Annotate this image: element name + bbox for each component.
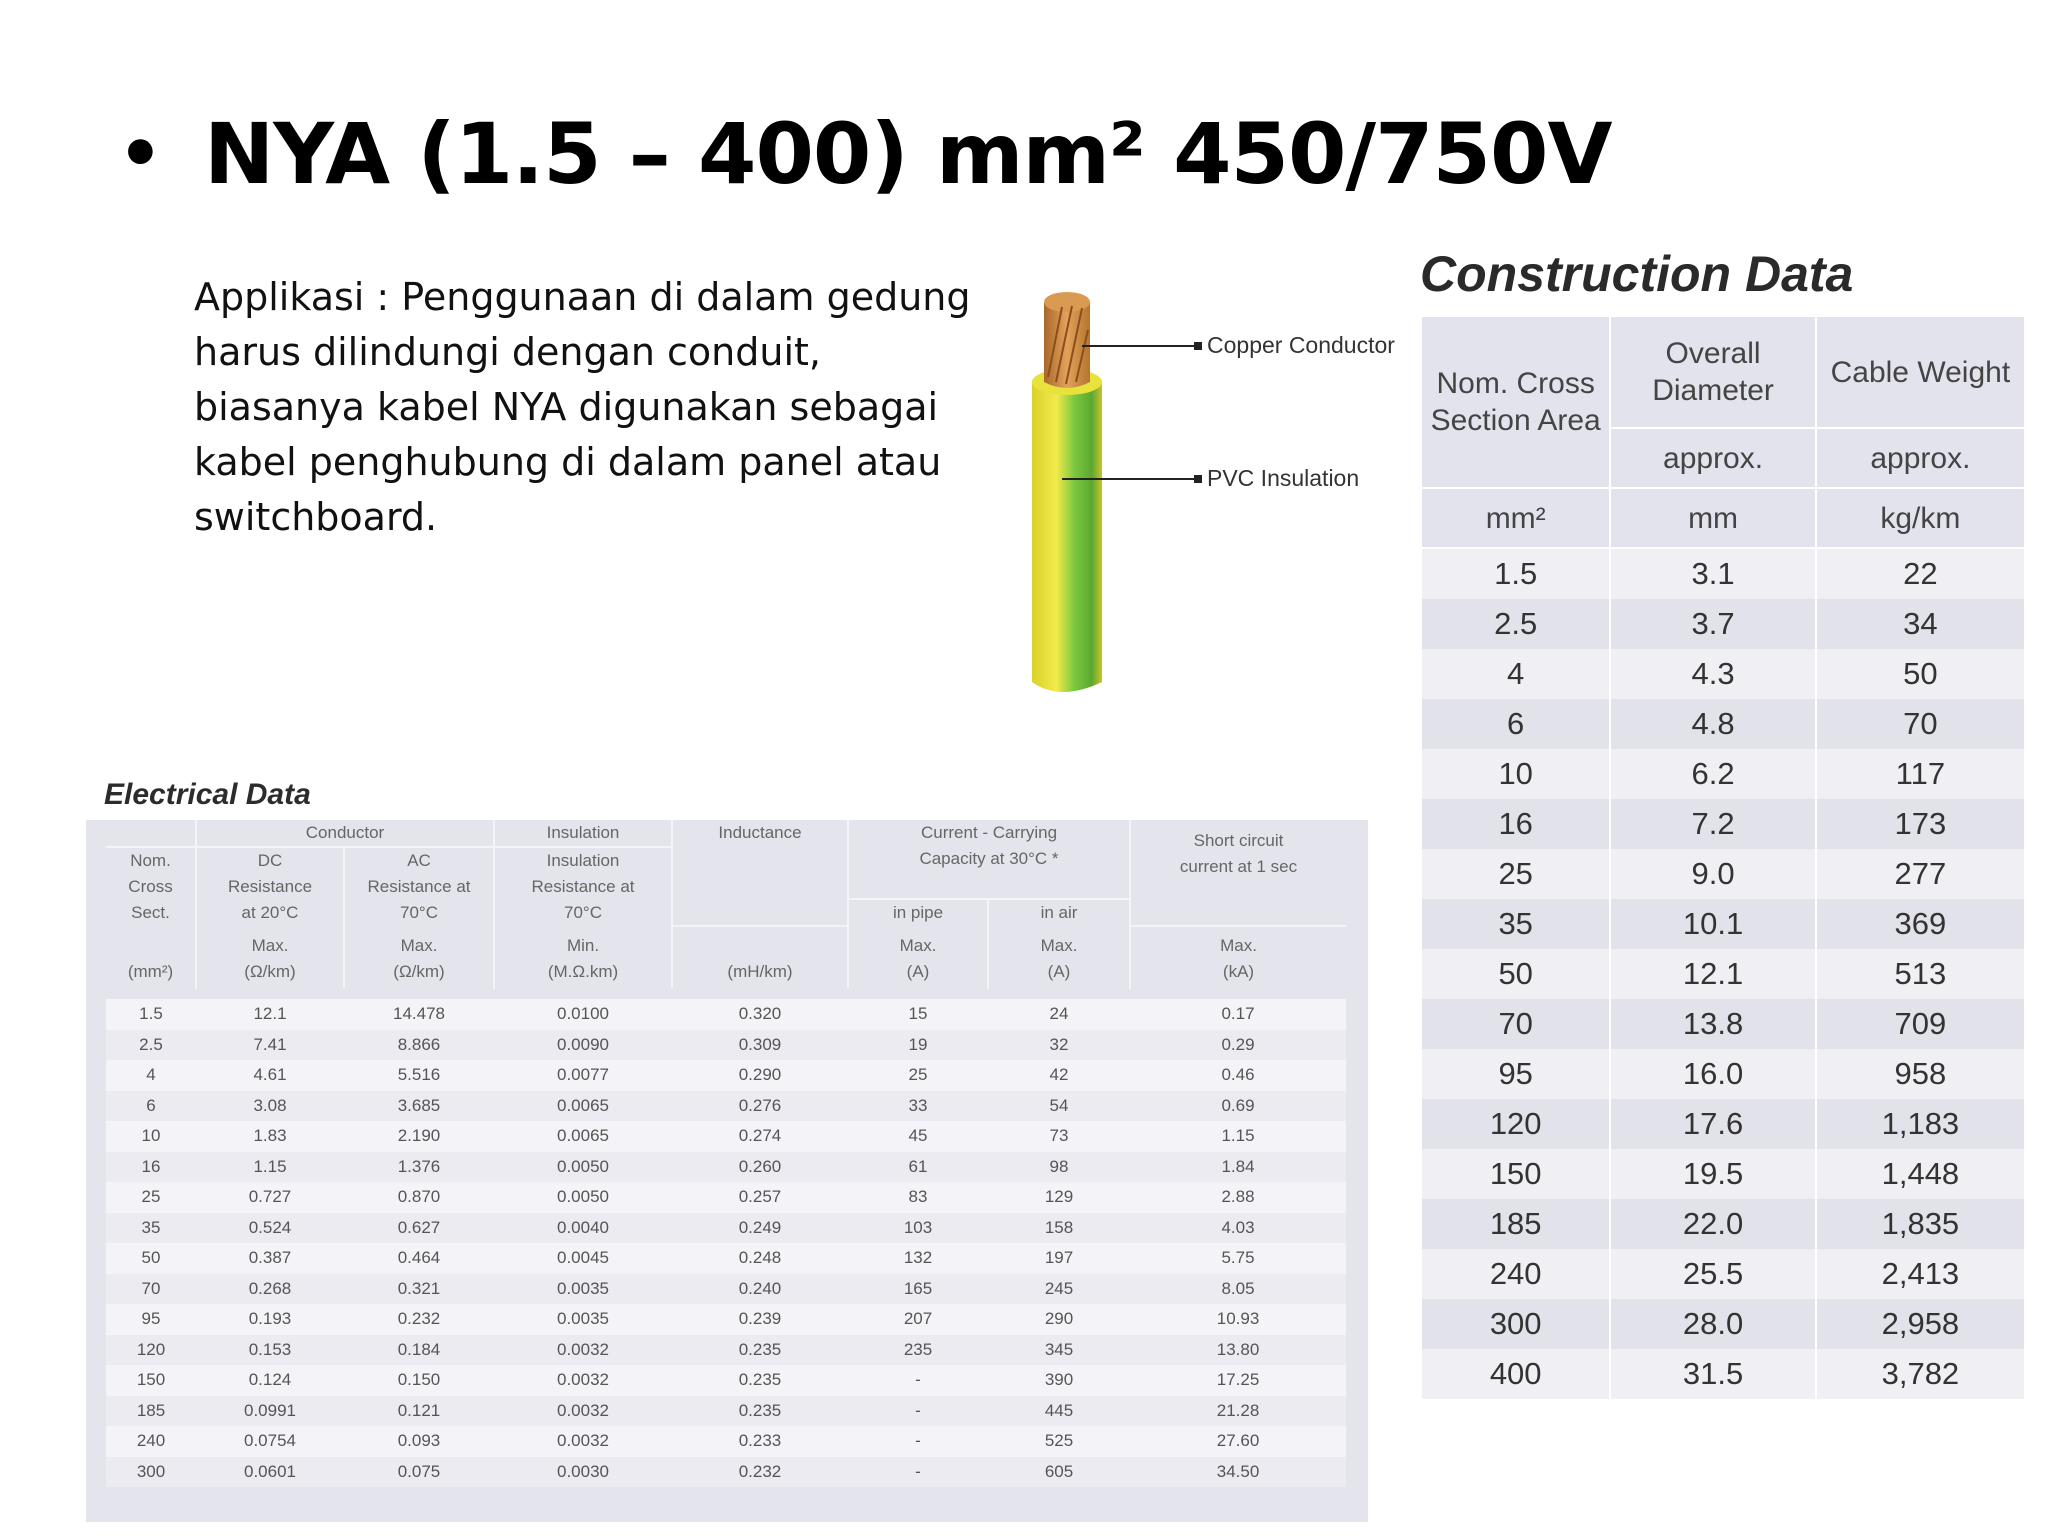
electrical-cell: 0.0050 xyxy=(494,1182,672,1213)
electrical-cell: 0.093 xyxy=(344,1426,494,1457)
electrical-cell: 0.387 xyxy=(196,1243,344,1274)
electrical-cell: 0.0032 xyxy=(494,1365,672,1396)
electrical-cell: 12.1 xyxy=(196,994,344,1030)
unit-ins: (M.Ω.km) xyxy=(547,962,619,981)
electrical-cell: 4 xyxy=(106,1060,196,1091)
electrical-cell: 70 xyxy=(106,1274,196,1305)
construction-cell: 16 xyxy=(1421,799,1610,849)
pvc-insulation-label: PVC Insulation xyxy=(1207,465,1360,491)
limit-pipe xyxy=(848,926,988,994)
electrical-cell: 0.276 xyxy=(672,1091,848,1122)
construction-cell: 16.0 xyxy=(1610,1049,1815,1099)
electrical-cell: 0.260 xyxy=(672,1152,848,1183)
electrical-cell: 0.69 xyxy=(1130,1091,1346,1122)
electrical-cell: 2.5 xyxy=(106,1030,196,1061)
electrical-cell: 27.60 xyxy=(1130,1426,1346,1457)
construction-cell: 22 xyxy=(1816,548,2025,599)
electrical-cell: 1.15 xyxy=(196,1152,344,1183)
table-row xyxy=(106,1274,1346,1305)
construction-cell: 6.2 xyxy=(1610,749,1815,799)
electrical-cell: 0.0065 xyxy=(494,1091,672,1122)
limit-air xyxy=(988,926,1130,994)
electrical-cell: 0.17 xyxy=(1130,994,1346,1030)
construction-cell: 31.5 xyxy=(1610,1349,1815,1399)
construction-data-title: Construction Data xyxy=(1420,246,1854,302)
electrical-cell: 0.249 xyxy=(672,1213,848,1244)
electrical-cell: 0.0100 xyxy=(494,994,672,1030)
copper-conductor-label: Copper Conductor xyxy=(1207,332,1395,358)
electrical-cell: 0.0032 xyxy=(494,1396,672,1427)
table-row xyxy=(106,1152,1346,1183)
pvc-insulation-shape xyxy=(1032,369,1102,692)
construction-cell: 1,448 xyxy=(1816,1149,2025,1199)
construction-cell: 300 xyxy=(1421,1299,1610,1349)
electrical-cell: 197 xyxy=(988,1243,1130,1274)
table-row xyxy=(1421,1149,2025,1199)
header-cable-weight: Cable Weight xyxy=(1816,316,2025,428)
electrical-cell: 8.866 xyxy=(344,1030,494,1061)
construction-cell: 240 xyxy=(1421,1249,1610,1299)
unit-air: (A) xyxy=(1047,962,1071,981)
limit-short xyxy=(1130,926,1346,994)
electrical-cell: 0.0032 xyxy=(494,1426,672,1457)
electrical-cell: 0.184 xyxy=(344,1335,494,1366)
construction-cell: 70 xyxy=(1816,699,2025,749)
electrical-cell: 33 xyxy=(848,1091,988,1122)
table-row xyxy=(1421,749,2025,799)
construction-cell: 513 xyxy=(1816,949,2025,999)
group-current-capacity: Current - Carrying Capacity at 30°C * xyxy=(848,820,1130,899)
electrical-cell: 120 xyxy=(106,1335,196,1366)
electrical-cell: 1.376 xyxy=(344,1152,494,1183)
electrical-cell: 54 xyxy=(988,1091,1130,1122)
unit-dc: (Ω/km) xyxy=(244,962,296,981)
table-row xyxy=(106,1365,1346,1396)
electrical-cell: 0.193 xyxy=(196,1304,344,1335)
electrical-cell: - xyxy=(848,1426,988,1457)
group-insulation: Insulation xyxy=(494,820,672,847)
electrical-cell: 14.478 xyxy=(344,994,494,1030)
group-short-circuit: Short circuit current at 1 sec xyxy=(1130,820,1346,926)
electrical-cell: 0.239 xyxy=(672,1304,848,1335)
construction-cell: 2,958 xyxy=(1816,1299,2025,1349)
electrical-cell: 129 xyxy=(988,1182,1130,1213)
electrical-cell: 25 xyxy=(848,1060,988,1091)
electrical-cell: 300 xyxy=(106,1457,196,1488)
construction-cell: 12.1 xyxy=(1610,949,1815,999)
electrical-cell: 0.0991 xyxy=(196,1396,344,1427)
electrical-cell: 4.61 xyxy=(196,1060,344,1091)
construction-cell: 277 xyxy=(1816,849,2025,899)
construction-cell: 400 xyxy=(1421,1349,1610,1399)
table-row xyxy=(106,1335,1346,1366)
construction-cell: 25.5 xyxy=(1610,1249,1815,1299)
electrical-data-rows xyxy=(106,994,1346,1487)
construction-cell: 3.7 xyxy=(1610,599,1815,649)
electrical-cell: 13.80 xyxy=(1130,1335,1346,1366)
construction-cell: 2.5 xyxy=(1421,599,1610,649)
electrical-cell: 605 xyxy=(988,1457,1130,1488)
electrical-cell: 0.0050 xyxy=(494,1152,672,1183)
group-inductance: Inductance xyxy=(672,820,848,926)
table-row xyxy=(1421,1099,2025,1149)
table-row xyxy=(106,994,1346,1030)
copper-pointer-line xyxy=(1082,342,1202,350)
table-row xyxy=(106,1213,1346,1244)
electrical-cell: 165 xyxy=(848,1274,988,1305)
construction-cell: 709 xyxy=(1816,999,2025,1049)
construction-cell: 22.0 xyxy=(1610,1199,1815,1249)
col-dc-resistance: DC Resistance at 20°C xyxy=(196,847,344,926)
construction-cell: 1,183 xyxy=(1816,1099,2025,1149)
electrical-data-table xyxy=(106,820,1346,1487)
electrical-cell: 83 xyxy=(848,1182,988,1213)
limit-ac-text: Max. xyxy=(400,936,438,955)
electrical-cell: 32 xyxy=(988,1030,1130,1061)
electrical-cell: 0.235 xyxy=(672,1396,848,1427)
construction-cell: 185 xyxy=(1421,1199,1610,1249)
construction-cell: 958 xyxy=(1816,1049,2025,1099)
electrical-cell: 0.150 xyxy=(344,1365,494,1396)
limit-ins-text: Min. xyxy=(566,936,600,955)
electrical-cell: 0.235 xyxy=(672,1365,848,1396)
table-row xyxy=(1421,849,2025,899)
table-row xyxy=(106,1060,1346,1091)
electrical-cell: 0.46 xyxy=(1130,1060,1346,1091)
construction-cell: 28.0 xyxy=(1610,1299,1815,1349)
limit-dc xyxy=(196,926,344,994)
electrical-cell: 4.03 xyxy=(1130,1213,1346,1244)
header-cross-section-area: Nom. Cross Section Area xyxy=(1421,316,1610,488)
electrical-cell: 245 xyxy=(988,1274,1130,1305)
table-row xyxy=(1421,599,2025,649)
limit-air-text: Max. xyxy=(1040,936,1078,955)
electrical-cell: 525 xyxy=(988,1426,1130,1457)
electrical-cell: 0.0035 xyxy=(494,1304,672,1335)
bullet-icon: • xyxy=(118,113,162,195)
construction-cell: 17.6 xyxy=(1610,1099,1815,1149)
electrical-cell: 1.84 xyxy=(1130,1152,1346,1183)
construction-data-rows xyxy=(1421,548,2025,1399)
electrical-cell: 5.75 xyxy=(1130,1243,1346,1274)
construction-cell: 13.8 xyxy=(1610,999,1815,1049)
table-row xyxy=(1421,1049,2025,1099)
electrical-cell: - xyxy=(848,1457,988,1488)
electrical-cell: 0.0045 xyxy=(494,1243,672,1274)
electrical-cell: 45 xyxy=(848,1121,988,1152)
electrical-cell: 207 xyxy=(848,1304,988,1335)
electrical-cell: 1.5 xyxy=(106,994,196,1030)
construction-cell: 1,835 xyxy=(1816,1199,2025,1249)
electrical-cell: 0.075 xyxy=(344,1457,494,1488)
construction-cell: 120 xyxy=(1421,1099,1610,1149)
electrical-cell: 98 xyxy=(988,1152,1130,1183)
slide-title xyxy=(118,104,1611,204)
construction-cell: 173 xyxy=(1816,799,2025,849)
electrical-cell: 10 xyxy=(106,1121,196,1152)
electrical-cell: 0.29 xyxy=(1130,1030,1346,1061)
header-weight-approx: approx. xyxy=(1816,428,2025,488)
construction-data-table xyxy=(1420,315,2026,1399)
table-row xyxy=(106,1182,1346,1213)
electrical-cell: 0.727 xyxy=(196,1182,344,1213)
electrical-cell: 390 xyxy=(988,1365,1130,1396)
group-conductor: Conductor xyxy=(196,820,494,847)
electrical-cell: 15 xyxy=(848,994,988,1030)
electrical-cell: 445 xyxy=(988,1396,1130,1427)
electrical-cell: 34.50 xyxy=(1130,1457,1346,1488)
electrical-cell: 0.464 xyxy=(344,1243,494,1274)
electrical-cell: 50 xyxy=(106,1243,196,1274)
table-row xyxy=(1421,649,2025,699)
electrical-cell: 6 xyxy=(106,1091,196,1122)
electrical-cell: 0.235 xyxy=(672,1335,848,1366)
electrical-cell: 3.685 xyxy=(344,1091,494,1122)
electrical-cell: 0.240 xyxy=(672,1274,848,1305)
table-row xyxy=(1421,899,2025,949)
limit-dc-text: Max. xyxy=(251,936,289,955)
electrical-cell: 10.93 xyxy=(1130,1304,1346,1335)
table-row xyxy=(1421,1199,2025,1249)
electrical-cell: 103 xyxy=(848,1213,988,1244)
electrical-cell: 0.0090 xyxy=(494,1030,672,1061)
limit-ins xyxy=(494,926,672,994)
electrical-cell: 150 xyxy=(106,1365,196,1396)
electrical-cell: 0.0035 xyxy=(494,1274,672,1305)
construction-cell: 7.2 xyxy=(1610,799,1815,849)
construction-cell: 10 xyxy=(1421,749,1610,799)
electrical-cell: 1.83 xyxy=(196,1121,344,1152)
unit-nom: (mm²) xyxy=(127,962,174,981)
electrical-cell: 0.0040 xyxy=(494,1213,672,1244)
electrical-cell: 3.08 xyxy=(196,1091,344,1122)
electrical-cell: 1.15 xyxy=(1130,1121,1346,1152)
electrical-cell: 0.320 xyxy=(672,994,848,1030)
construction-cell: 6 xyxy=(1421,699,1610,749)
construction-cell: 50 xyxy=(1421,949,1610,999)
construction-cell: 10.1 xyxy=(1610,899,1815,949)
table-row xyxy=(1421,1349,2025,1399)
electrical-cell: 19 xyxy=(848,1030,988,1061)
electrical-cell: 0.257 xyxy=(672,1182,848,1213)
electrical-cell: - xyxy=(848,1396,988,1427)
limit-short-text: Max. xyxy=(1220,936,1257,955)
electrical-cell: 0.0754 xyxy=(196,1426,344,1457)
header-diameter-approx: approx. xyxy=(1610,428,1815,488)
header-overall-diameter: Overall Diameter xyxy=(1610,316,1815,428)
construction-cell: 25 xyxy=(1421,849,1610,899)
table-row xyxy=(106,1457,1346,1488)
electrical-cell: 35 xyxy=(106,1213,196,1244)
electrical-cell: 0.233 xyxy=(672,1426,848,1457)
table-row xyxy=(1421,949,2025,999)
electrical-cell: 0.232 xyxy=(672,1457,848,1488)
electrical-cell: 0.290 xyxy=(672,1060,848,1091)
electrical-cell: 240 xyxy=(106,1426,196,1457)
table-row xyxy=(1421,699,2025,749)
electrical-cell: 158 xyxy=(988,1213,1130,1244)
electrical-cell: 0.309 xyxy=(672,1030,848,1061)
electrical-cell: 25 xyxy=(106,1182,196,1213)
electrical-cell: 0.0601 xyxy=(196,1457,344,1488)
slide-title-text: NYA (1.5 – 400) mm² 450/750V xyxy=(204,105,1612,203)
electrical-cell: 8.05 xyxy=(1130,1274,1346,1305)
electrical-cell: 0.274 xyxy=(672,1121,848,1152)
table-row xyxy=(1421,999,2025,1049)
electrical-cell: - xyxy=(848,1365,988,1396)
table-row xyxy=(106,1396,1346,1427)
construction-cell: 34 xyxy=(1816,599,2025,649)
electrical-cell: 0.153 xyxy=(196,1335,344,1366)
col-in-pipe: in pipe xyxy=(848,899,988,926)
table-row xyxy=(1421,1299,2025,1349)
construction-cell: 150 xyxy=(1421,1149,1610,1199)
electrical-cell: 0.124 xyxy=(196,1365,344,1396)
electrical-cell: 0.0065 xyxy=(494,1121,672,1152)
copper-conductor-shape xyxy=(1044,292,1090,388)
electrical-cell: 17.25 xyxy=(1130,1365,1346,1396)
electrical-cell: 0.0077 xyxy=(494,1060,672,1091)
table-row xyxy=(1421,799,2025,849)
electrical-cell: 0.321 xyxy=(344,1274,494,1305)
construction-cell: 3.1 xyxy=(1610,548,1815,599)
electrical-cell: 73 xyxy=(988,1121,1130,1152)
table-row xyxy=(106,1030,1346,1061)
electrical-cell: 21.28 xyxy=(1130,1396,1346,1427)
electrical-cell: 0.121 xyxy=(344,1396,494,1427)
construction-cell: 4.8 xyxy=(1610,699,1815,749)
electrical-data-panel xyxy=(86,820,1368,1522)
electrical-cell: 95 xyxy=(106,1304,196,1335)
table-row xyxy=(106,1121,1346,1152)
electrical-cell: 42 xyxy=(988,1060,1130,1091)
electrical-cell: 290 xyxy=(988,1304,1130,1335)
electrical-cell: 0.248 xyxy=(672,1243,848,1274)
limit-pipe-text: Max. xyxy=(899,936,937,955)
table-row xyxy=(106,1243,1346,1274)
electrical-cell: 132 xyxy=(848,1243,988,1274)
construction-cell: 369 xyxy=(1816,899,2025,949)
electrical-cell: 5.516 xyxy=(344,1060,494,1091)
table-row xyxy=(106,1304,1346,1335)
unit-weight: kg/km xyxy=(1816,488,2025,548)
col-insulation-resistance: Insulation Resistance at 70°C xyxy=(494,847,672,926)
unit-pipe: (A) xyxy=(906,962,930,981)
table-row xyxy=(106,1091,1346,1122)
electrical-cell: 0.0030 xyxy=(494,1457,672,1488)
construction-cell: 4 xyxy=(1421,649,1610,699)
limit-ac xyxy=(344,926,494,994)
unit-area: mm² xyxy=(1421,488,1610,548)
construction-cell: 9.0 xyxy=(1610,849,1815,899)
col-ac-resistance: AC Resistance at 70°C xyxy=(344,847,494,926)
col-nom-cross-sect: Nom. Cross Sect. xyxy=(128,851,173,922)
construction-cell: 19.5 xyxy=(1610,1149,1815,1199)
electrical-cell: 185 xyxy=(106,1396,196,1427)
construction-cell: 50 xyxy=(1816,649,2025,699)
table-row xyxy=(1421,548,2025,599)
table-row xyxy=(1421,1249,2025,1299)
construction-cell: 1.5 xyxy=(1421,548,1610,599)
electrical-cell: 24 xyxy=(988,994,1130,1030)
construction-cell: 4.3 xyxy=(1610,649,1815,699)
application-description: Applikasi : Penggunaan di dalam gedung harus dilindungi dengan conduit, biasanya kabel NYA digunakan sebagai kabel penghubung di dalam panel atau switchboard. xyxy=(194,275,971,539)
construction-cell: 3,782 xyxy=(1816,1349,2025,1399)
electrical-cell: 2.88 xyxy=(1130,1182,1346,1213)
construction-cell: 117 xyxy=(1816,749,2025,799)
unit-short: (kA) xyxy=(1222,962,1255,981)
electrical-cell: 0.524 xyxy=(196,1213,344,1244)
electrical-cell: 235 xyxy=(848,1335,988,1366)
electrical-data-title: Electrical Data xyxy=(104,778,311,811)
electrical-cell: 0.232 xyxy=(344,1304,494,1335)
electrical-cell: 345 xyxy=(988,1335,1130,1366)
construction-cell: 70 xyxy=(1421,999,1610,1049)
construction-cell: 95 xyxy=(1421,1049,1610,1099)
electrical-cell: 0.268 xyxy=(196,1274,344,1305)
electrical-cell: 16 xyxy=(106,1152,196,1183)
electrical-cell: 0.627 xyxy=(344,1213,494,1244)
unit-ac: (Ω/km) xyxy=(393,962,445,981)
electrical-cell: 2.190 xyxy=(344,1121,494,1152)
electrical-cell: 61 xyxy=(848,1152,988,1183)
construction-cell: 2,413 xyxy=(1816,1249,2025,1299)
unit-inductance: (mH/km) xyxy=(672,926,848,994)
electrical-cell: 0.870 xyxy=(344,1182,494,1213)
unit-diameter: mm xyxy=(1610,488,1815,548)
electrical-cell: 0.0032 xyxy=(494,1335,672,1366)
col-in-air: in air xyxy=(988,899,1130,926)
table-row xyxy=(106,1426,1346,1457)
electrical-cell: 7.41 xyxy=(196,1030,344,1061)
construction-cell: 35 xyxy=(1421,899,1610,949)
